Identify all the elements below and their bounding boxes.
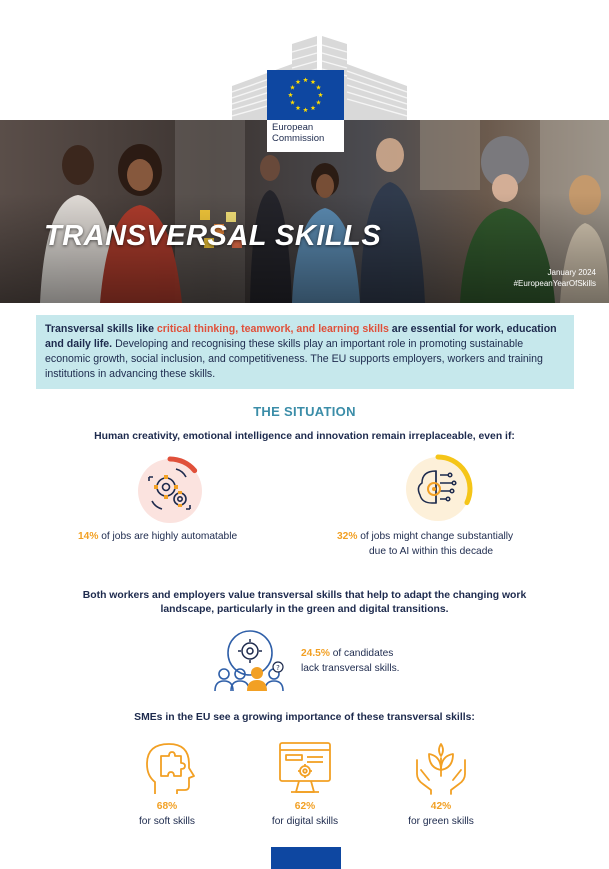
logo-text-line2: Commission: [272, 133, 325, 144]
eu-star-icon: [311, 105, 316, 110]
eu-star-icon: [290, 100, 295, 105]
eu-star-icon: [290, 85, 295, 90]
stat-ai-change-text-b: due to AI within this decade: [369, 546, 494, 557]
computer-gear-icon: [277, 740, 333, 796]
candidates-group-icon: [210, 625, 292, 695]
situation-lead-2-line1: Both workers and employers value transversal skills that help to adapt the changing work: [82, 590, 527, 601]
intro-part1: Transversal skills like: [45, 323, 157, 335]
eu-star-icon: [316, 85, 321, 90]
logo-text-line1: European: [272, 122, 314, 133]
ai-brain-icon: [400, 449, 480, 525]
stat-automatable-text: of jobs are highly automatable: [98, 531, 238, 542]
header: [0, 0, 609, 144]
intro-highlight: critical thinking, teamwork, and learning skills: [156, 323, 389, 335]
sme-green-skills-value: 42%: [430, 801, 452, 812]
head-puzzle-icon: [143, 740, 195, 796]
footer-eu-bar: [271, 847, 341, 869]
intro-part3: Developing and recognising these skills play an important role in promoting sustainable economic growth, social inclusion, and competitiveness. The EU supports employers, workers and training institutions in advancing these skills.: [45, 338, 543, 380]
sme-digital-skills-label: for digital skills: [271, 816, 339, 827]
stat-ai-change-text-a: of jobs might change substantially: [357, 531, 514, 542]
eu-star-icon: [303, 107, 308, 112]
intro-box: [36, 315, 574, 389]
stat-candidates-value: 24.5%: [301, 648, 330, 659]
stat-automatable: [78, 529, 237, 544]
situation-lead: Human creativity, emotional intelligence and innovation remain irreplaceable, even if:: [94, 431, 515, 442]
stat-candidates: [301, 646, 400, 676]
eu-star-icon: [316, 100, 321, 105]
stat-ai-change-value: 32%: [337, 531, 358, 542]
hero-title: TRANSVERSAL SKILLS: [44, 220, 382, 252]
sme-soft-skills: [115, 799, 219, 829]
eu-star-icon: [296, 105, 301, 110]
stat-candidates-text-a: of candidates: [329, 648, 394, 659]
section-title: THE SITUATION: [253, 404, 356, 419]
situation-lead-2: [0, 589, 609, 617]
svg-text:?: ?: [276, 664, 280, 672]
sme-green-skills: [389, 799, 493, 829]
eu-star-icon: [288, 92, 293, 97]
stat-automatable-value: 14%: [78, 531, 99, 542]
european-commission-logo: [267, 70, 344, 152]
intro-part2: are essential for work, education and daily life.: [45, 323, 557, 350]
sme-soft-skills-value: 68%: [156, 801, 178, 812]
hands-leaf-icon: [413, 740, 469, 796]
automation-gears-icon: [134, 453, 210, 525]
stat-ai-change: [337, 529, 567, 559]
eu-star-icon: [311, 79, 316, 84]
hero-date: [514, 267, 596, 289]
publication-date: January 2024: [547, 268, 596, 277]
eu-flag-icon: [267, 70, 344, 120]
sme-digital-skills-value: 62%: [294, 801, 316, 812]
eu-star-icon: [303, 77, 308, 82]
eu-star-icon: [296, 79, 301, 84]
situation-lead-2-line2: landscape, particularly in the green and digital transitions.: [160, 604, 449, 615]
sme-green-skills-label: for green skills: [408, 816, 474, 827]
situation-lead-3: SMEs in the EU see a growing importance of these transversal skills:: [134, 712, 475, 723]
hashtag: #EuropeanYearOfSkills: [513, 279, 596, 288]
sme-soft-skills-label: for soft skills: [138, 816, 196, 827]
sme-digital-skills: [253, 799, 357, 829]
stat-candidates-text-b: lack transversal skills.: [301, 663, 400, 674]
eu-star-icon: [318, 92, 323, 97]
